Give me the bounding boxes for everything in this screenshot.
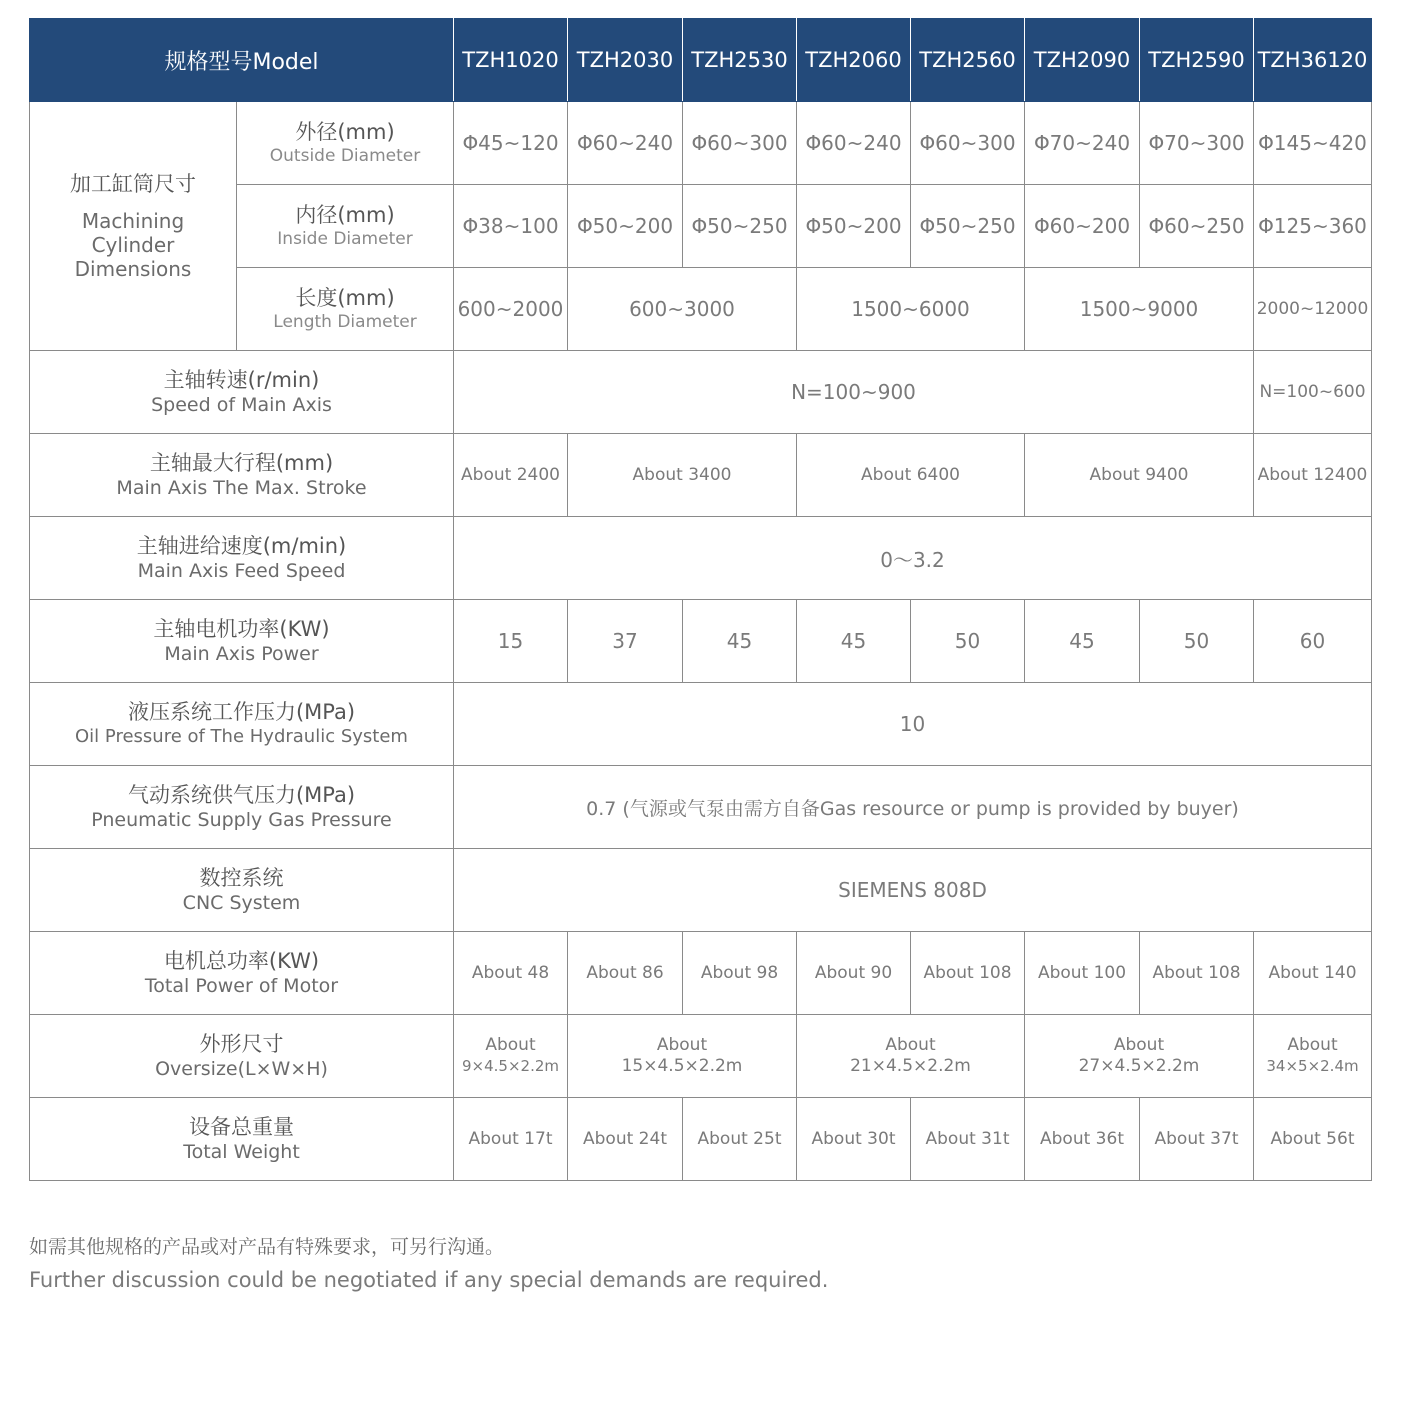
spec-cell: Φ50~200 bbox=[568, 185, 683, 268]
model-header: TZH2590 bbox=[1140, 19, 1254, 102]
spec-table bbox=[29, 18, 1372, 1181]
weight-row bbox=[30, 1098, 1372, 1181]
speed-label: 主轴转速(r/min) Speed of Main Axis bbox=[30, 351, 454, 434]
spec-cell: About 108 bbox=[911, 932, 1025, 1015]
spec-cell: About 48 bbox=[454, 932, 568, 1015]
spec-cell: Φ70~240 bbox=[1025, 102, 1140, 185]
spec-cell: Φ125~360 bbox=[1254, 185, 1372, 268]
machining-label-en: Machining Cylinder Dimensions bbox=[74, 208, 192, 281]
spec-cell: About 9×4.5×2.2m bbox=[454, 1015, 568, 1098]
spec-cell: 1500~6000 bbox=[797, 268, 1025, 351]
spec-cell: About 100 bbox=[1025, 932, 1140, 1015]
spec-cell: About 31t bbox=[911, 1098, 1025, 1181]
spec-cell: SIEMENS 808D bbox=[454, 849, 1372, 932]
spec-cell: 45 bbox=[683, 600, 797, 683]
spec-cell: Φ60~240 bbox=[797, 102, 911, 185]
spec-cell: Φ50~250 bbox=[683, 185, 797, 268]
inside-diameter-label: 内径(mm) Inside Diameter bbox=[237, 185, 454, 268]
spec-cell: 37 bbox=[568, 600, 683, 683]
model-header: TZH2060 bbox=[797, 19, 911, 102]
spec-cell: 10 bbox=[454, 683, 1372, 766]
spec-cell: 0.7 (气源或气泵由需方自备Gas resource or pump is provided by buyer) bbox=[454, 766, 1372, 849]
machining-dimensions-label bbox=[30, 102, 237, 351]
motor-total-row bbox=[30, 932, 1372, 1015]
spec-cell: 60 bbox=[1254, 600, 1372, 683]
outside-diameter-label: 外径(mm) Outside Diameter bbox=[237, 102, 454, 185]
spec-cell: 1500~9000 bbox=[1025, 268, 1254, 351]
power-row bbox=[30, 600, 1372, 683]
spec-cell: About 2400 bbox=[454, 434, 568, 517]
note-zh: 如需其他规格的产品或对产品有特殊要求，可另行沟通。 bbox=[29, 1236, 505, 1258]
model-header: TZH2560 bbox=[911, 19, 1025, 102]
spec-cell: 50 bbox=[1140, 600, 1254, 683]
spec-cell: About 36t bbox=[1025, 1098, 1140, 1181]
cnc-row bbox=[30, 849, 1372, 932]
note-en: Further discussion could be negotiated if any special demands are required. bbox=[29, 1268, 829, 1292]
oversize-row bbox=[30, 1015, 1372, 1098]
spec-cell: About 17t bbox=[454, 1098, 568, 1181]
spec-cell: About 140 bbox=[1254, 932, 1372, 1015]
spec-cell: About 25t bbox=[683, 1098, 797, 1181]
spec-cell: N=100~600 bbox=[1254, 351, 1372, 434]
feed-row bbox=[30, 517, 1372, 600]
model-header: TZH36120 bbox=[1254, 19, 1372, 102]
model-header: TZH2090 bbox=[1025, 19, 1140, 102]
feed-label: 主轴进给速度(m/min) Main Axis Feed Speed bbox=[30, 517, 454, 600]
cnc-label: 数控系统 CNC System bbox=[30, 849, 454, 932]
spec-cell: Φ60~300 bbox=[911, 102, 1025, 185]
header-row bbox=[30, 19, 1372, 102]
spec-cell: Φ70~300 bbox=[1140, 102, 1254, 185]
spec-cell: Φ60~240 bbox=[568, 102, 683, 185]
spec-cell: About 9400 bbox=[1025, 434, 1254, 517]
spec-cell: About 98 bbox=[683, 932, 797, 1015]
spec-cell: Φ60~300 bbox=[683, 102, 797, 185]
spec-cell: About 24t bbox=[568, 1098, 683, 1181]
weight-label: 设备总重量 Total Weight bbox=[30, 1098, 454, 1181]
spec-cell: 45 bbox=[1025, 600, 1140, 683]
speed-row bbox=[30, 351, 1372, 434]
motor-total-label: 电机总功率(KW) Total Power of Motor bbox=[30, 932, 454, 1015]
spec-cell: About 30t bbox=[797, 1098, 911, 1181]
oil-pressure-row bbox=[30, 683, 1372, 766]
spec-cell: 0～3.2 bbox=[454, 517, 1372, 600]
spec-cell: Φ145~420 bbox=[1254, 102, 1372, 185]
spec-cell: About 15×4.5×2.2m bbox=[568, 1015, 797, 1098]
machining-label-zh: 加工缸筒尺寸 bbox=[70, 171, 196, 196]
spec-cell: About 27×4.5×2.2m bbox=[1025, 1015, 1254, 1098]
spec-cell: Φ50~250 bbox=[911, 185, 1025, 268]
spec-cell: About 12400 bbox=[1254, 434, 1372, 517]
spec-cell: Φ50~200 bbox=[797, 185, 911, 268]
spec-cell: N=100~900 bbox=[454, 351, 1254, 434]
spec-cell: About 3400 bbox=[568, 434, 797, 517]
spec-cell: About 21×4.5×2.2m bbox=[797, 1015, 1025, 1098]
outside-diameter-row bbox=[30, 102, 1372, 185]
power-label: 主轴电机功率(KW) Main Axis Power bbox=[30, 600, 454, 683]
spec-cell: Φ38~100 bbox=[454, 185, 568, 268]
spec-cell: About 90 bbox=[797, 932, 911, 1015]
spec-cell: About 56t bbox=[1254, 1098, 1372, 1181]
spec-cell: 15 bbox=[454, 600, 568, 683]
spec-cell: 45 bbox=[797, 600, 911, 683]
spec-cell: 600~3000 bbox=[568, 268, 797, 351]
oil-pressure-label: 液压系统工作压力(MPa) Oil Pressure of The Hydraulic System bbox=[30, 683, 454, 766]
length-label: 长度(mm) Length Diameter bbox=[237, 268, 454, 351]
stroke-row bbox=[30, 434, 1372, 517]
spec-cell: 600~2000 bbox=[454, 268, 568, 351]
spec-cell: Φ60~250 bbox=[1140, 185, 1254, 268]
model-header: TZH2030 bbox=[568, 19, 683, 102]
spec-cell: Φ45~120 bbox=[454, 102, 568, 185]
spec-cell: About 86 bbox=[568, 932, 683, 1015]
stroke-label: 主轴最大行程(mm) Main Axis The Max. Stroke bbox=[30, 434, 454, 517]
model-header: TZH1020 bbox=[454, 19, 568, 102]
model-label: 规格型号Model bbox=[30, 19, 454, 102]
spec-cell: Φ60~200 bbox=[1025, 185, 1140, 268]
spec-cell: About 108 bbox=[1140, 932, 1254, 1015]
oversize-label: 外形尺寸 Oversize(L×W×H) bbox=[30, 1015, 454, 1098]
model-header: TZH2530 bbox=[683, 19, 797, 102]
spec-cell: About 37t bbox=[1140, 1098, 1254, 1181]
gas-pressure-label: 气动系统供气压力(MPa) Pneumatic Supply Gas Pressure bbox=[30, 766, 454, 849]
spec-cell: 50 bbox=[911, 600, 1025, 683]
spec-cell: About 34×5×2.4m bbox=[1254, 1015, 1372, 1098]
spec-cell: About 6400 bbox=[797, 434, 1025, 517]
gas-pressure-row bbox=[30, 766, 1372, 849]
spec-cell: 2000~12000 bbox=[1254, 268, 1372, 351]
